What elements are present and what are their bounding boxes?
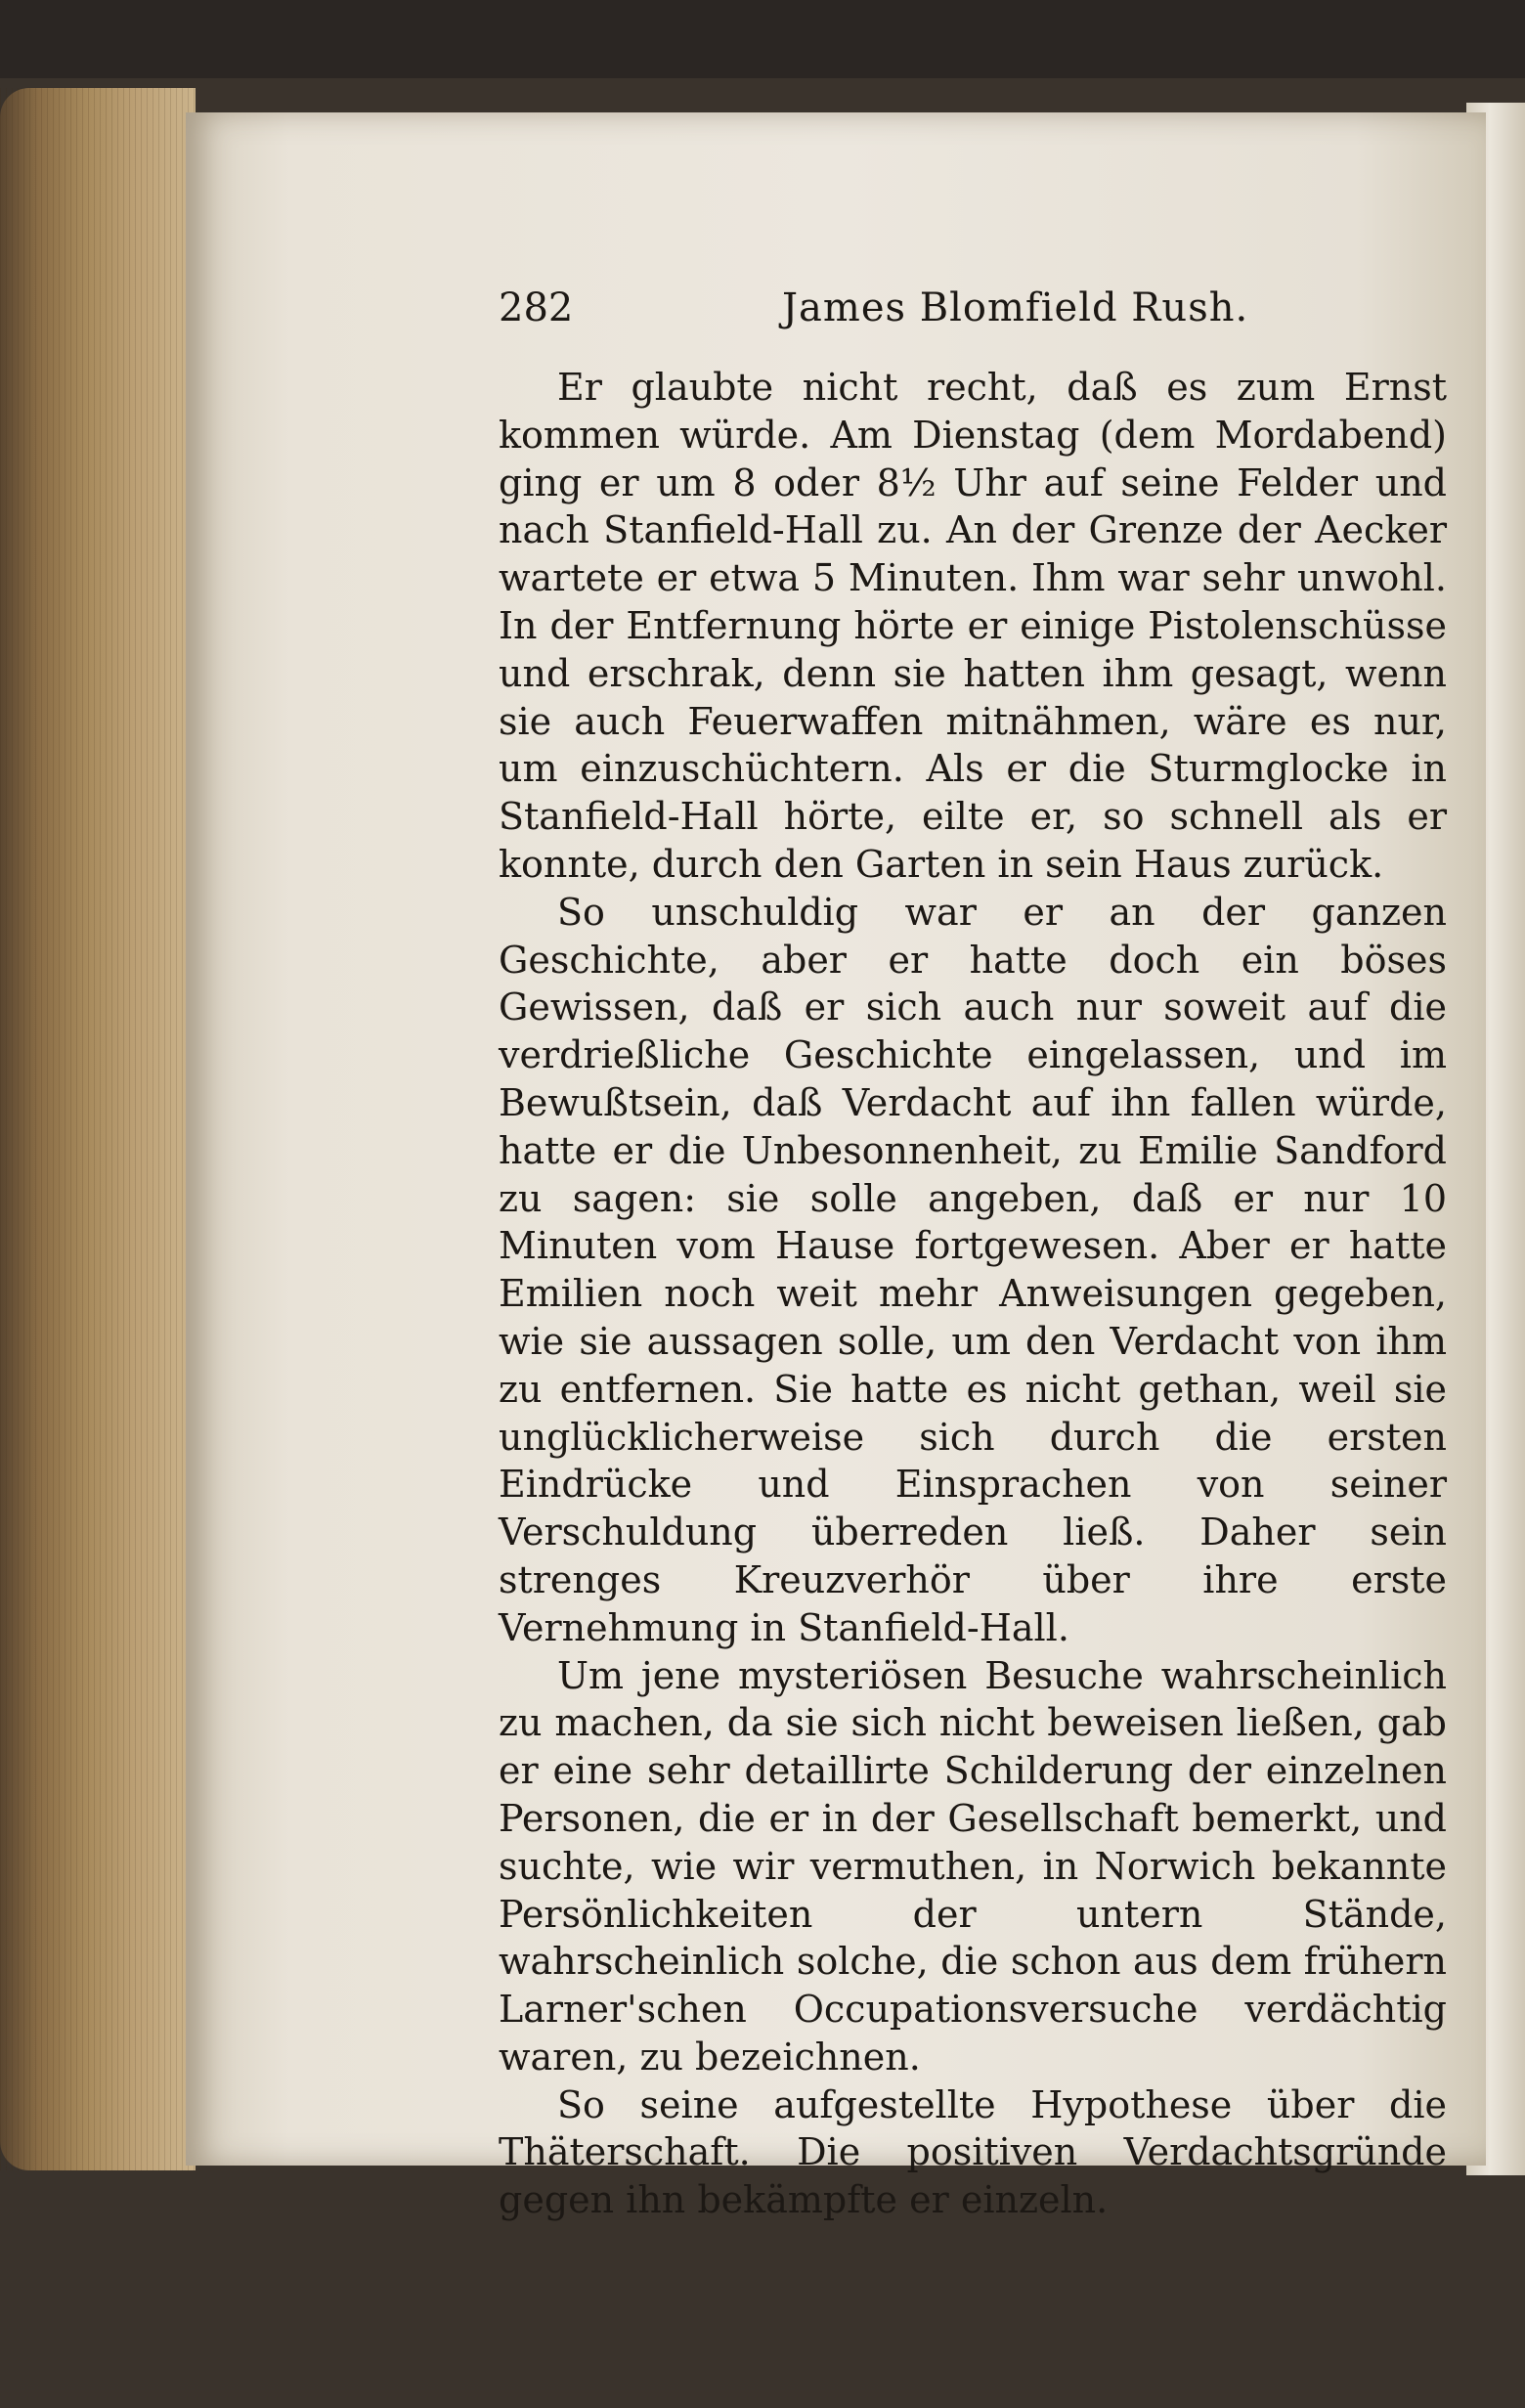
paragraph: Er glaubte nicht recht, daß es zum Ernst kommen würde. Am Dienstag (dem Mordabend) ging er um 8 oder 8½ Uhr auf seine Felder und nach Stanfield-Hall zu. An der Grenze der Aecker wartete er etwa 5 Minuten. Ihm war sehr unwohl. In der Entfernung hörte er einige Pistolenschüsse und erschrak, denn sie hatten ihm gesagt, wenn sie auch Feuerwaffen mitnähmen, wäre es nur, um einzuschüchtern. Als er die Sturmglocke in Stanfield-Hall hörte, eilte er, so schnell als er konnte, durch den Garten in sein Haus zurück. bbox=[499, 366, 1447, 886]
page-edges-left bbox=[0, 88, 196, 2170]
paragraph: So seine aufgestellte Hypothese über die Thäterschaft. Die positiven Verdachtsgründe gegen ihn bekämpfte er einzeln. bbox=[499, 2082, 1447, 2222]
page-number: 282 bbox=[499, 285, 574, 330]
body-text bbox=[499, 364, 1447, 2224]
paragraph: So unschuldig war er an der ganzen Geschichte, aber er hatte doch ein böses Gewissen, daß er sich auch nur soweit auf die verdrießliche Geschichte eingelassen, und im Bewußtsein, daß Verdacht auf ihn fallen würde, hatte er die Unbesonnenheit, zu Emilie Sandford zu sagen: sie solle angeben, daß er nur 10 Minuten vom Hause fortgewesen. Aber er hatte Emilien noch weit mehr Anweisungen gegeben, wie sie aussagen solle, um den Verdacht von ihm zu entfernen. Sie hatte es nicht gethan, weil sie unglücklicherweise sich durch die ersten Eindrücke und Einsprachen von seiner Verschuldung überreden ließ. Daher sein strenges Kreuzverhör über ihre erste Vernehmung in Stanfield-Hall. bbox=[499, 890, 1447, 1649]
paragraph: Um jene mysteriösen Besuche wahrscheinlich zu machen, da sie sich nicht beweisen ließen, gab er eine sehr detaillirte Schilderung der einzelnen Personen, die er in der Gesellschaft bemerkt, und suchte, wie wir vermuthen, in Norwich bekannte Persönlichkeiten der untern Stände, wahrscheinlich solche, die schon aus dem frühern Larner'schen Occupationsversuche verdächtig waren, zu bezeichnen. bbox=[499, 1653, 1447, 2079]
running-title: James Blomfield Rush. bbox=[782, 285, 1249, 330]
page-header bbox=[499, 285, 1447, 340]
